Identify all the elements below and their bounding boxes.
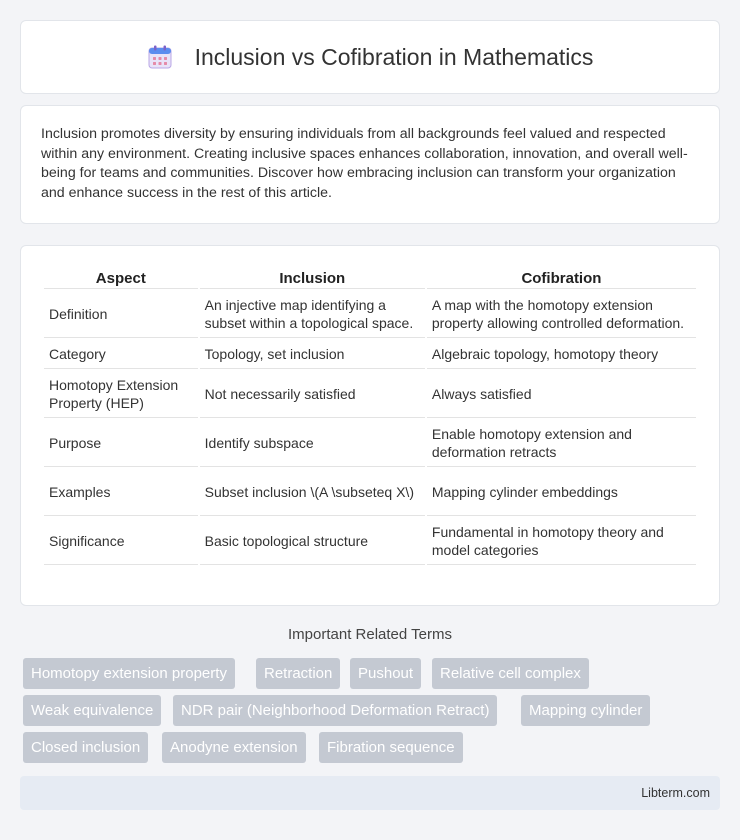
- table-cell: Purpose: [44, 420, 198, 467]
- column-header-cofibration: Cofibration: [427, 268, 696, 289]
- tag-anodyne-extension[interactable]: Anodyne extension: [162, 732, 306, 763]
- table-cell: Fundamental in homotopy theory and model categories: [427, 518, 696, 565]
- tag-ndr-pair[interactable]: NDR pair (Neighborhood Deformation Retract): [173, 695, 497, 726]
- table-cell: Examples: [44, 469, 198, 516]
- tag-weak-equivalence[interactable]: Weak equivalence: [23, 695, 161, 726]
- table-cell: A map with the homotopy extension property allowing controlled deformation.: [427, 291, 696, 338]
- tag-fibration-sequence[interactable]: Fibration sequence: [319, 732, 463, 763]
- page-title: Inclusion vs Cofibration in Mathematics: [194, 43, 594, 70]
- table-cell: Subset inclusion \(A \subseteq X\): [200, 469, 425, 516]
- table-cell: Basic topological structure: [200, 518, 425, 565]
- table-cell: Algebraic topology, homotopy theory: [427, 340, 696, 369]
- tag-retraction[interactable]: Retraction: [256, 658, 340, 689]
- table-row: [44, 420, 696, 467]
- tag-homotopy-extension-property[interactable]: Homotopy extension property: [23, 658, 235, 689]
- table-cell: Identify subspace: [200, 420, 425, 467]
- column-header-inclusion: Inclusion: [200, 268, 425, 289]
- intro-text: Inclusion promotes diversity by ensuring individuals from all backgrounds feel valued and respected within any environment. Creating inclusive spaces enhances collaboration, innovation, and overall well-being for teams and communities. Discover how embracing inclusion can transform your organization and enhance success in the rest of this article.: [41, 126, 688, 201]
- table-cell: Topology, set inclusion: [200, 340, 425, 369]
- table-cell: Mapping cylinder embeddings: [427, 469, 696, 516]
- intro-card: [20, 105, 720, 224]
- tag-pushout[interactable]: Pushout: [350, 658, 421, 689]
- table-cell: Always satisfied: [427, 371, 696, 418]
- tag-relative-cell-complex[interactable]: Relative cell complex: [432, 658, 589, 689]
- table-cell: Definition: [44, 291, 198, 338]
- tag-closed-inclusion[interactable]: Closed inclusion: [23, 732, 148, 763]
- table-row: [44, 340, 696, 369]
- table-cell: Category: [44, 340, 198, 369]
- footer-site-link[interactable]: Libterm.com: [641, 786, 710, 800]
- table-cell: Enable homotopy extension and deformation retracts: [427, 420, 696, 467]
- comparison-table: [42, 266, 698, 567]
- comparison-table-card: [20, 245, 720, 606]
- table-cell: An injective map identifying a subset within a topological space.: [200, 291, 425, 338]
- table-cell: Homotopy Extension Property (HEP): [44, 371, 198, 418]
- table-cell: Not necessarily satisfied: [200, 371, 425, 418]
- header-card: [20, 20, 720, 94]
- tag-mapping-cylinder[interactable]: Mapping cylinder: [521, 695, 650, 726]
- table-row: [44, 518, 696, 565]
- column-header-aspect: Aspect: [44, 268, 198, 289]
- related-terms-title: Important Related Terms: [288, 626, 452, 643]
- calendar-icon: [147, 44, 173, 70]
- table-row: [44, 469, 696, 516]
- table-cell: Significance: [44, 518, 198, 565]
- table-row: [44, 371, 696, 418]
- footer: [20, 776, 720, 810]
- table-row: [44, 291, 696, 338]
